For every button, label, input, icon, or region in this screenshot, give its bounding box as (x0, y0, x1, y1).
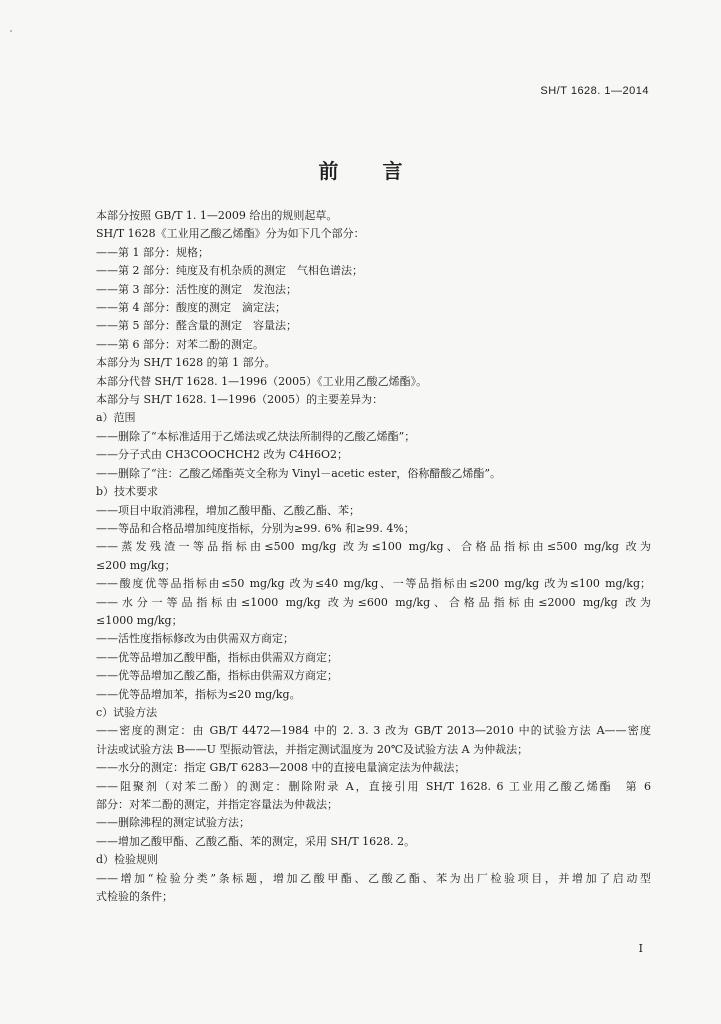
foreword-line: ≤200 mg/kg； (96, 558, 176, 572)
foreword-line: ——优等品增加苯，指标为≤20 mg/kg。 (96, 687, 301, 701)
foreword-line: 本部分为 SH/T 1628 的第 1 部分。 (96, 356, 276, 370)
foreword-line: ≤1000 mg/kg； (96, 613, 183, 627)
foreword-line: ——删除了“本标准适用于乙烯法或乙炔法所制得的乙酸乙烯酯”； (96, 429, 416, 443)
foreword-line: 式检验的条件； (96, 890, 173, 904)
foreword-line: 计法或试验方法 B——U 型振动管法，并指定测试温度为 20℃及试验方法 A 为仲裁法； (96, 742, 529, 756)
foreword-line: ——酸度优等品指标由≤50 mg/kg 改为≤40 mg/kg、一等品指标由≤200 mg/kg 改为≤100 mg/kg； (96, 577, 651, 591)
foreword-line: c）试验方法 (96, 705, 158, 719)
foreword-line: ——等品和合格品增加纯度指标，分别为≥99. 6% 和≥99. 4%； (96, 521, 415, 535)
foreword-line: 部分：对苯二酚的测定，并指定容量法为仲裁法； (96, 798, 338, 811)
foreword-line: SH/T 1628《工业用乙酸乙烯酯》分为如下几个部分： (96, 227, 365, 241)
page-number: I (638, 942, 643, 955)
foreword-line: ——第 2 部分：纯度及有机杂质的测定 气相色谱法； (96, 264, 363, 278)
foreword-line: 本部分代替 SH/T 1628. 1—1996（2005）《工业用乙酸乙烯酯》。 (96, 374, 428, 388)
foreword-line: b）技术要求 (96, 485, 159, 499)
foreword-line: ——水分一等品指标由≤1000 mg/kg 改为≤600 mg/kg、合格品指标由≤2000 mg/kg 改为 (96, 595, 651, 609)
standard-code-header: SH/T 1628. 1—2014 (540, 85, 649, 97)
foreword-line: ——分子式由 CH3COOCHCH2 改为 C4H6O2； (96, 448, 348, 462)
foreword-line: 本部分与 SH/T 1628. 1—1996（2005）的主要差异为： (96, 393, 384, 407)
page-title: 前言 (318, 159, 447, 183)
foreword-line: ——优等品增加乙酸乙酯，指标由供需双方商定； (96, 669, 338, 683)
foreword-line: ——第 6 部分：对苯二酚的测定。 (96, 337, 264, 351)
foreword-line: ——密度的测定：由 GB/T 4472—1984 中的 2. 3. 3 改为 GB/T 2013—2010 中的试验方法 A——密度 (96, 724, 651, 738)
foreword-line: a）范围 (96, 411, 136, 425)
foreword-line: d）检验规则 (96, 853, 159, 867)
foreword-line: ——删除沸程的测定试验方法； (96, 816, 250, 830)
foreword-line: ——阻聚剂（对苯二酚）的测定：删除附录 A，直接引用 SH/T 1628. 6 工业用乙酸乙烯酯 第 6 (96, 779, 651, 793)
foreword-body (96, 207, 651, 906)
foreword-line: ——第 5 部分：醛含量的测定 容量法； (96, 319, 297, 333)
foreword-line: ——优等品增加乙酸甲酯，指标由供需双方商定； (96, 650, 338, 664)
foreword-line: 本部分按照 GB/T 1. 1—2009 给出的规则起草。 (96, 209, 338, 222)
foreword-line: ——项目中取消沸程，增加乙酸甲酯、乙酸乙酯、苯； (96, 503, 360, 517)
foreword-line: ——增加“检验分类”条标题，增加乙酸甲酯、乙酸乙酯、苯为出厂检验项目，并增加了启动型 (96, 871, 651, 885)
foreword-line: ——增加乙酸甲酯、乙酸乙酯、苯的测定，采用 SH/T 1628. 2。 (96, 834, 416, 848)
foreword-line: ——蒸发残渣一等品指标由≤500 mg/kg 改为≤100 mg/kg、合格品指标由≤500 mg/kg 改为 (96, 540, 651, 554)
foreword-line: ——第 3 部分：活性度的测定 发泡法； (96, 282, 297, 296)
foreword-line: ——删除了“注：乙酸乙烯酯英文全称为 Vinyl－acetic ester，俗称醋酸乙烯酯”。 (96, 466, 501, 480)
foreword-line: ——第 1 部分：规格； (96, 245, 209, 259)
foreword-line: ——水分的测定：指定 GB/T 6283—2008 中的直接电量滴定法为仲裁法； (96, 761, 466, 775)
foreword-line: ——活性度指标修改为由供需双方商定； (96, 632, 294, 646)
scan-edge-mark (10, 30, 12, 32)
foreword-line: ——第 4 部分：酸度的测定 滴定法； (96, 301, 286, 315)
